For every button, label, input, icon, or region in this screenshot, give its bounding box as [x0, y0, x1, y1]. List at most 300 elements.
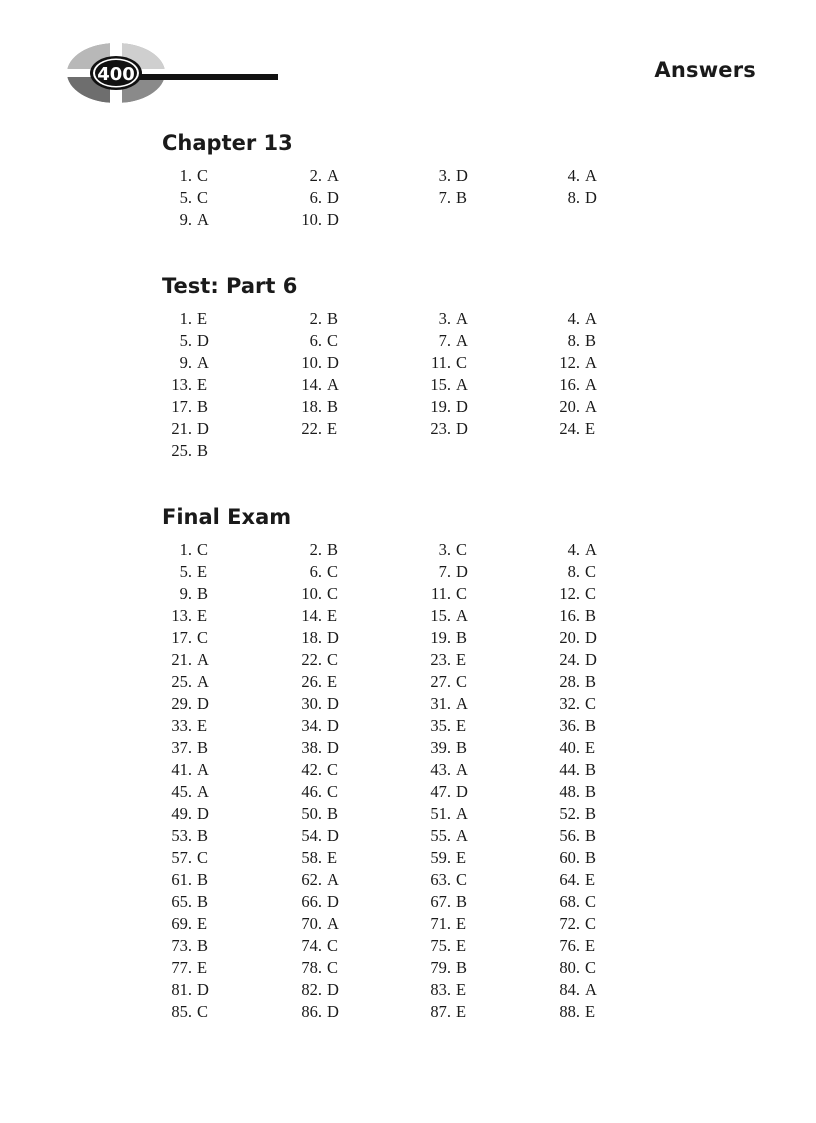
section-final-exam [162, 502, 597, 1023]
answer-item [162, 715, 207, 737]
answer-letter: B [456, 892, 468, 911]
answer-letter: B [197, 892, 209, 911]
question-number: 58. [301, 848, 322, 867]
answer-letter: A [456, 331, 468, 350]
answer-item [292, 418, 337, 440]
answer-item [292, 330, 338, 352]
question-number: 75. [430, 936, 451, 955]
answer-row [162, 352, 597, 374]
answer-item [421, 935, 466, 957]
section-title: Test: Part 6 [162, 274, 298, 298]
question-number: 50. [301, 804, 322, 823]
answer-item [550, 935, 595, 957]
question-number: 56. [559, 826, 580, 845]
answer-row [162, 374, 597, 396]
question-number: 10. [301, 584, 322, 603]
answer-letter: C [327, 958, 339, 977]
question-number: 22. [301, 650, 322, 669]
answer-item [162, 1001, 208, 1023]
answer-grid [162, 165, 597, 231]
answer-item [162, 165, 208, 187]
answer-item [421, 803, 468, 825]
answer-item [162, 803, 209, 825]
answer-item [550, 847, 596, 869]
answer-letter: C [585, 914, 597, 933]
question-number: 32. [559, 694, 580, 713]
answer-item [292, 374, 339, 396]
question-number: 71. [430, 914, 451, 933]
answer-item [421, 737, 467, 759]
answer-item [421, 979, 466, 1001]
answer-letter: A [456, 606, 468, 625]
answer-row [162, 957, 597, 979]
answer-item [421, 308, 468, 330]
answer-letter: A [585, 980, 597, 999]
answer-item [550, 330, 596, 352]
question-number: 27. [430, 672, 451, 691]
question-number: 3. [438, 166, 451, 185]
answer-letter: D [197, 980, 209, 999]
question-number: 17. [171, 397, 192, 416]
answer-letter: B [585, 606, 597, 625]
answer-letter: D [327, 738, 339, 757]
answer-item [162, 825, 208, 847]
answer-item [162, 605, 207, 627]
answer-item [550, 627, 597, 649]
answer-letter: A [456, 826, 468, 845]
answer-item [421, 374, 468, 396]
answer-letter: B [327, 397, 339, 416]
question-number: 88. [559, 1002, 580, 1021]
question-number: 46. [301, 782, 322, 801]
answer-letter: E [456, 936, 467, 955]
question-number: 5. [179, 331, 192, 350]
question-number: 7. [438, 331, 451, 350]
question-number: 8. [567, 562, 580, 581]
answer-item [162, 759, 209, 781]
answer-item [550, 913, 596, 935]
answer-letter: B [585, 826, 597, 845]
answer-letter: E [456, 716, 467, 735]
answer-item [292, 715, 339, 737]
answer-item [292, 187, 339, 209]
answer-letter: A [456, 760, 468, 779]
answer-letter: A [327, 375, 339, 394]
answer-row [162, 209, 339, 231]
answer-letter: C [197, 1002, 209, 1021]
question-number: 20. [559, 397, 580, 416]
answer-letter: E [456, 848, 467, 867]
answer-item [292, 781, 338, 803]
question-number: 45. [171, 782, 192, 801]
answer-item [162, 418, 209, 440]
question-number: 44. [559, 760, 580, 779]
answer-item [292, 759, 338, 781]
answer-letter: A [585, 375, 597, 394]
section-test-part-6 [162, 271, 597, 462]
answer-item [421, 649, 466, 671]
question-number: 37. [171, 738, 192, 757]
answer-item [292, 847, 337, 869]
answer-item [550, 891, 596, 913]
answer-letter: B [197, 870, 209, 889]
answer-letter: C [327, 584, 339, 603]
answer-letter: E [197, 958, 208, 977]
answer-letter: B [585, 331, 597, 350]
question-number: 61. [171, 870, 192, 889]
answer-item [421, 583, 467, 605]
question-number: 13. [171, 606, 192, 625]
answer-item [162, 396, 208, 418]
question-number: 4. [567, 309, 580, 328]
answer-item [162, 561, 207, 583]
answer-item [550, 396, 597, 418]
answer-item [292, 825, 339, 847]
answer-letter: A [585, 353, 597, 372]
question-number: 9. [179, 353, 192, 372]
question-number: 1. [179, 166, 192, 185]
answer-item [421, 781, 468, 803]
answer-item [162, 891, 208, 913]
question-number: 55. [430, 826, 451, 845]
answer-item [550, 583, 596, 605]
question-number: 70. [301, 914, 322, 933]
answer-item [162, 979, 209, 1001]
answer-item [550, 605, 596, 627]
answer-item [162, 539, 208, 561]
page-number-badge [66, 42, 286, 104]
question-number: 8. [567, 331, 580, 350]
answer-letter: A [197, 672, 209, 691]
question-number: 15. [430, 606, 451, 625]
answer-item [550, 869, 595, 891]
question-number: 69. [171, 914, 192, 933]
answer-letter: E [197, 914, 208, 933]
question-number: 16. [559, 375, 580, 394]
answer-letter: D [327, 353, 339, 372]
answer-item [421, 605, 468, 627]
answer-letter: A [585, 166, 597, 185]
answer-item [550, 715, 596, 737]
answer-item [421, 671, 467, 693]
question-number: 5. [179, 188, 192, 207]
section-title: Final Exam [162, 505, 292, 529]
answer-item [421, 715, 466, 737]
answer-grid [162, 539, 597, 1023]
answer-item [162, 187, 208, 209]
question-number: 30. [301, 694, 322, 713]
answer-letter: D [327, 892, 339, 911]
answer-letter: E [327, 672, 338, 691]
question-number: 39. [430, 738, 451, 757]
answer-row [162, 715, 597, 737]
answer-row [162, 979, 597, 1001]
answer-item [292, 891, 339, 913]
answer-item [162, 913, 207, 935]
answer-letter: C [197, 848, 209, 867]
answer-letter: B [327, 540, 339, 559]
question-number: 64. [559, 870, 580, 889]
answer-letter: D [197, 419, 209, 438]
answer-item [421, 869, 467, 891]
answer-letter: D [327, 628, 339, 647]
answer-letter: D [456, 166, 468, 185]
answer-row [162, 330, 597, 352]
answer-row [162, 671, 597, 693]
answer-letter: D [456, 419, 468, 438]
answer-item [550, 418, 595, 440]
answer-letter: E [327, 606, 338, 625]
answer-letter: D [197, 694, 209, 713]
answer-letter: E [585, 738, 596, 757]
question-number: 52. [559, 804, 580, 823]
answer-letter: D [585, 650, 597, 669]
question-number: 19. [430, 397, 451, 416]
answer-item [550, 561, 596, 583]
answer-item [421, 627, 467, 649]
answer-letter: C [456, 870, 468, 889]
page-number-badge-graphic [66, 42, 286, 104]
answer-item [421, 1001, 466, 1023]
answer-item [292, 627, 339, 649]
question-number: 4. [567, 540, 580, 559]
answer-item [162, 869, 208, 891]
answer-item [550, 308, 597, 330]
answer-letter: C [327, 331, 339, 350]
question-number: 25. [171, 441, 192, 460]
answer-letter: C [585, 584, 597, 603]
answer-letter: B [585, 716, 597, 735]
question-number: 54. [301, 826, 322, 845]
question-number: 24. [559, 650, 580, 669]
answer-letter: A [456, 694, 468, 713]
answer-row [162, 1001, 596, 1023]
answer-row [162, 561, 597, 583]
question-number: 11. [430, 584, 451, 603]
answer-letter: C [585, 694, 597, 713]
answer-letter: E [585, 870, 596, 889]
answer-item [421, 693, 468, 715]
answer-letter: A [585, 397, 597, 416]
answer-letter: C [585, 958, 597, 977]
answer-letter: C [456, 540, 468, 559]
answer-letter: B [197, 441, 209, 460]
answer-row [162, 891, 597, 913]
question-number: 1. [179, 309, 192, 328]
question-number: 31. [430, 694, 451, 713]
answer-item [550, 759, 596, 781]
answer-item [550, 187, 597, 209]
question-number: 38. [301, 738, 322, 757]
answer-item [550, 165, 597, 187]
section-chapter-13 [162, 128, 597, 231]
question-number: 26. [301, 672, 322, 691]
answer-item [421, 891, 467, 913]
question-number: 3. [438, 309, 451, 328]
question-number: 25. [171, 672, 192, 691]
answer-item [292, 1001, 339, 1023]
answer-letter: A [197, 210, 209, 229]
question-number: 16. [559, 606, 580, 625]
answer-item [421, 330, 468, 352]
question-number: 7. [438, 562, 451, 581]
answer-letter: A [456, 309, 468, 328]
question-number: 2. [309, 540, 322, 559]
question-number: 81. [171, 980, 192, 999]
answer-item [292, 913, 339, 935]
question-number: 65. [171, 892, 192, 911]
answer-row [162, 440, 297, 462]
question-number: 79. [430, 958, 451, 977]
answer-letter: B [197, 397, 209, 416]
answer-letter: A [197, 650, 209, 669]
answer-letter: B [456, 188, 468, 207]
answer-letter: A [197, 782, 209, 801]
question-number: 49. [171, 804, 192, 823]
question-number: 80. [559, 958, 580, 977]
answer-item [162, 649, 209, 671]
question-number: 51. [430, 804, 451, 823]
answer-item [550, 649, 597, 671]
answer-letter: B [585, 804, 597, 823]
question-number: 73. [171, 936, 192, 955]
answer-item [550, 374, 597, 396]
question-number: 2. [309, 309, 322, 328]
question-number: 15. [430, 375, 451, 394]
answer-letter: B [585, 760, 597, 779]
answer-letter: C [327, 760, 339, 779]
answer-letter: D [456, 782, 468, 801]
answer-letter: E [585, 936, 596, 955]
answer-item [550, 693, 596, 715]
answer-letter: D [327, 210, 339, 229]
question-number: 23. [430, 650, 451, 669]
answer-item [550, 803, 596, 825]
answer-item [550, 352, 597, 374]
answer-letter: E [456, 914, 467, 933]
answer-letter: B [327, 309, 339, 328]
answer-letter: C [197, 540, 209, 559]
question-number: 47. [430, 782, 451, 801]
answer-item [292, 165, 339, 187]
answer-letter: E [585, 419, 596, 438]
question-number: 28. [559, 672, 580, 691]
answer-letter: C [197, 188, 209, 207]
question-number: 74. [301, 936, 322, 955]
question-number: 59. [430, 848, 451, 867]
answer-item [421, 418, 468, 440]
question-number: 4. [567, 166, 580, 185]
answer-item [162, 935, 208, 957]
question-number: 77. [171, 958, 192, 977]
question-number: 20. [559, 628, 580, 647]
answer-row [162, 583, 597, 605]
answer-item [162, 352, 209, 374]
question-number: 13. [171, 375, 192, 394]
answer-letter: A [585, 309, 597, 328]
answer-letter: C [585, 892, 597, 911]
answer-letter: E [456, 1002, 467, 1021]
question-number: 6. [309, 188, 322, 207]
answer-item [162, 374, 207, 396]
question-number: 78. [301, 958, 322, 977]
answer-item [162, 330, 209, 352]
question-number: 41. [171, 760, 192, 779]
answer-letter: D [197, 804, 209, 823]
answer-item [292, 693, 339, 715]
answer-letter: D [327, 1002, 339, 1021]
answer-letter: A [327, 870, 339, 889]
answer-item [162, 737, 208, 759]
question-number: 84. [559, 980, 580, 999]
answer-item [421, 165, 468, 187]
answer-letter: B [197, 738, 209, 757]
question-number: 6. [309, 331, 322, 350]
answer-letter: C [327, 562, 339, 581]
answer-letter: B [585, 782, 597, 801]
answer-item [292, 649, 338, 671]
answer-item [292, 869, 339, 891]
question-number: 5. [179, 562, 192, 581]
answer-letter: D [327, 826, 339, 845]
question-number: 11. [430, 353, 451, 372]
question-number: 14. [301, 375, 322, 394]
answer-item [292, 539, 338, 561]
question-number: 43. [430, 760, 451, 779]
question-number: 66. [301, 892, 322, 911]
answer-row [162, 913, 597, 935]
question-number: 17. [171, 628, 192, 647]
answer-row [162, 396, 597, 418]
answer-letter: A [327, 166, 339, 185]
question-number: 48. [559, 782, 580, 801]
answer-item [162, 957, 207, 979]
answer-letter: B [456, 628, 468, 647]
answer-letter: C [327, 650, 339, 669]
answer-grid [162, 308, 597, 462]
question-number: 10. [301, 210, 322, 229]
question-number: 68. [559, 892, 580, 911]
answer-item [550, 737, 595, 759]
answer-letter: A [327, 914, 339, 933]
answer-item [421, 396, 468, 418]
answer-row [162, 935, 596, 957]
question-number: 2. [309, 166, 322, 185]
answer-row [162, 308, 597, 330]
answer-letter: C [456, 353, 468, 372]
question-number: 1. [179, 540, 192, 559]
question-number: 7. [438, 188, 451, 207]
question-number: 33. [171, 716, 192, 735]
answer-letter: E [327, 419, 338, 438]
question-number: 18. [301, 628, 322, 647]
answer-letter: D [585, 188, 597, 207]
question-number: 6. [309, 562, 322, 581]
answer-letter: C [585, 562, 597, 581]
question-number: 36. [559, 716, 580, 735]
answer-row [162, 627, 597, 649]
answer-letter: C [456, 584, 468, 603]
question-number: 57. [171, 848, 192, 867]
answer-item [292, 308, 338, 330]
answer-item [162, 693, 209, 715]
answer-item [292, 396, 338, 418]
answer-item [421, 539, 467, 561]
answer-item [292, 979, 339, 1001]
answer-item [162, 671, 209, 693]
answer-letter: D [327, 694, 339, 713]
question-number: 35. [430, 716, 451, 735]
